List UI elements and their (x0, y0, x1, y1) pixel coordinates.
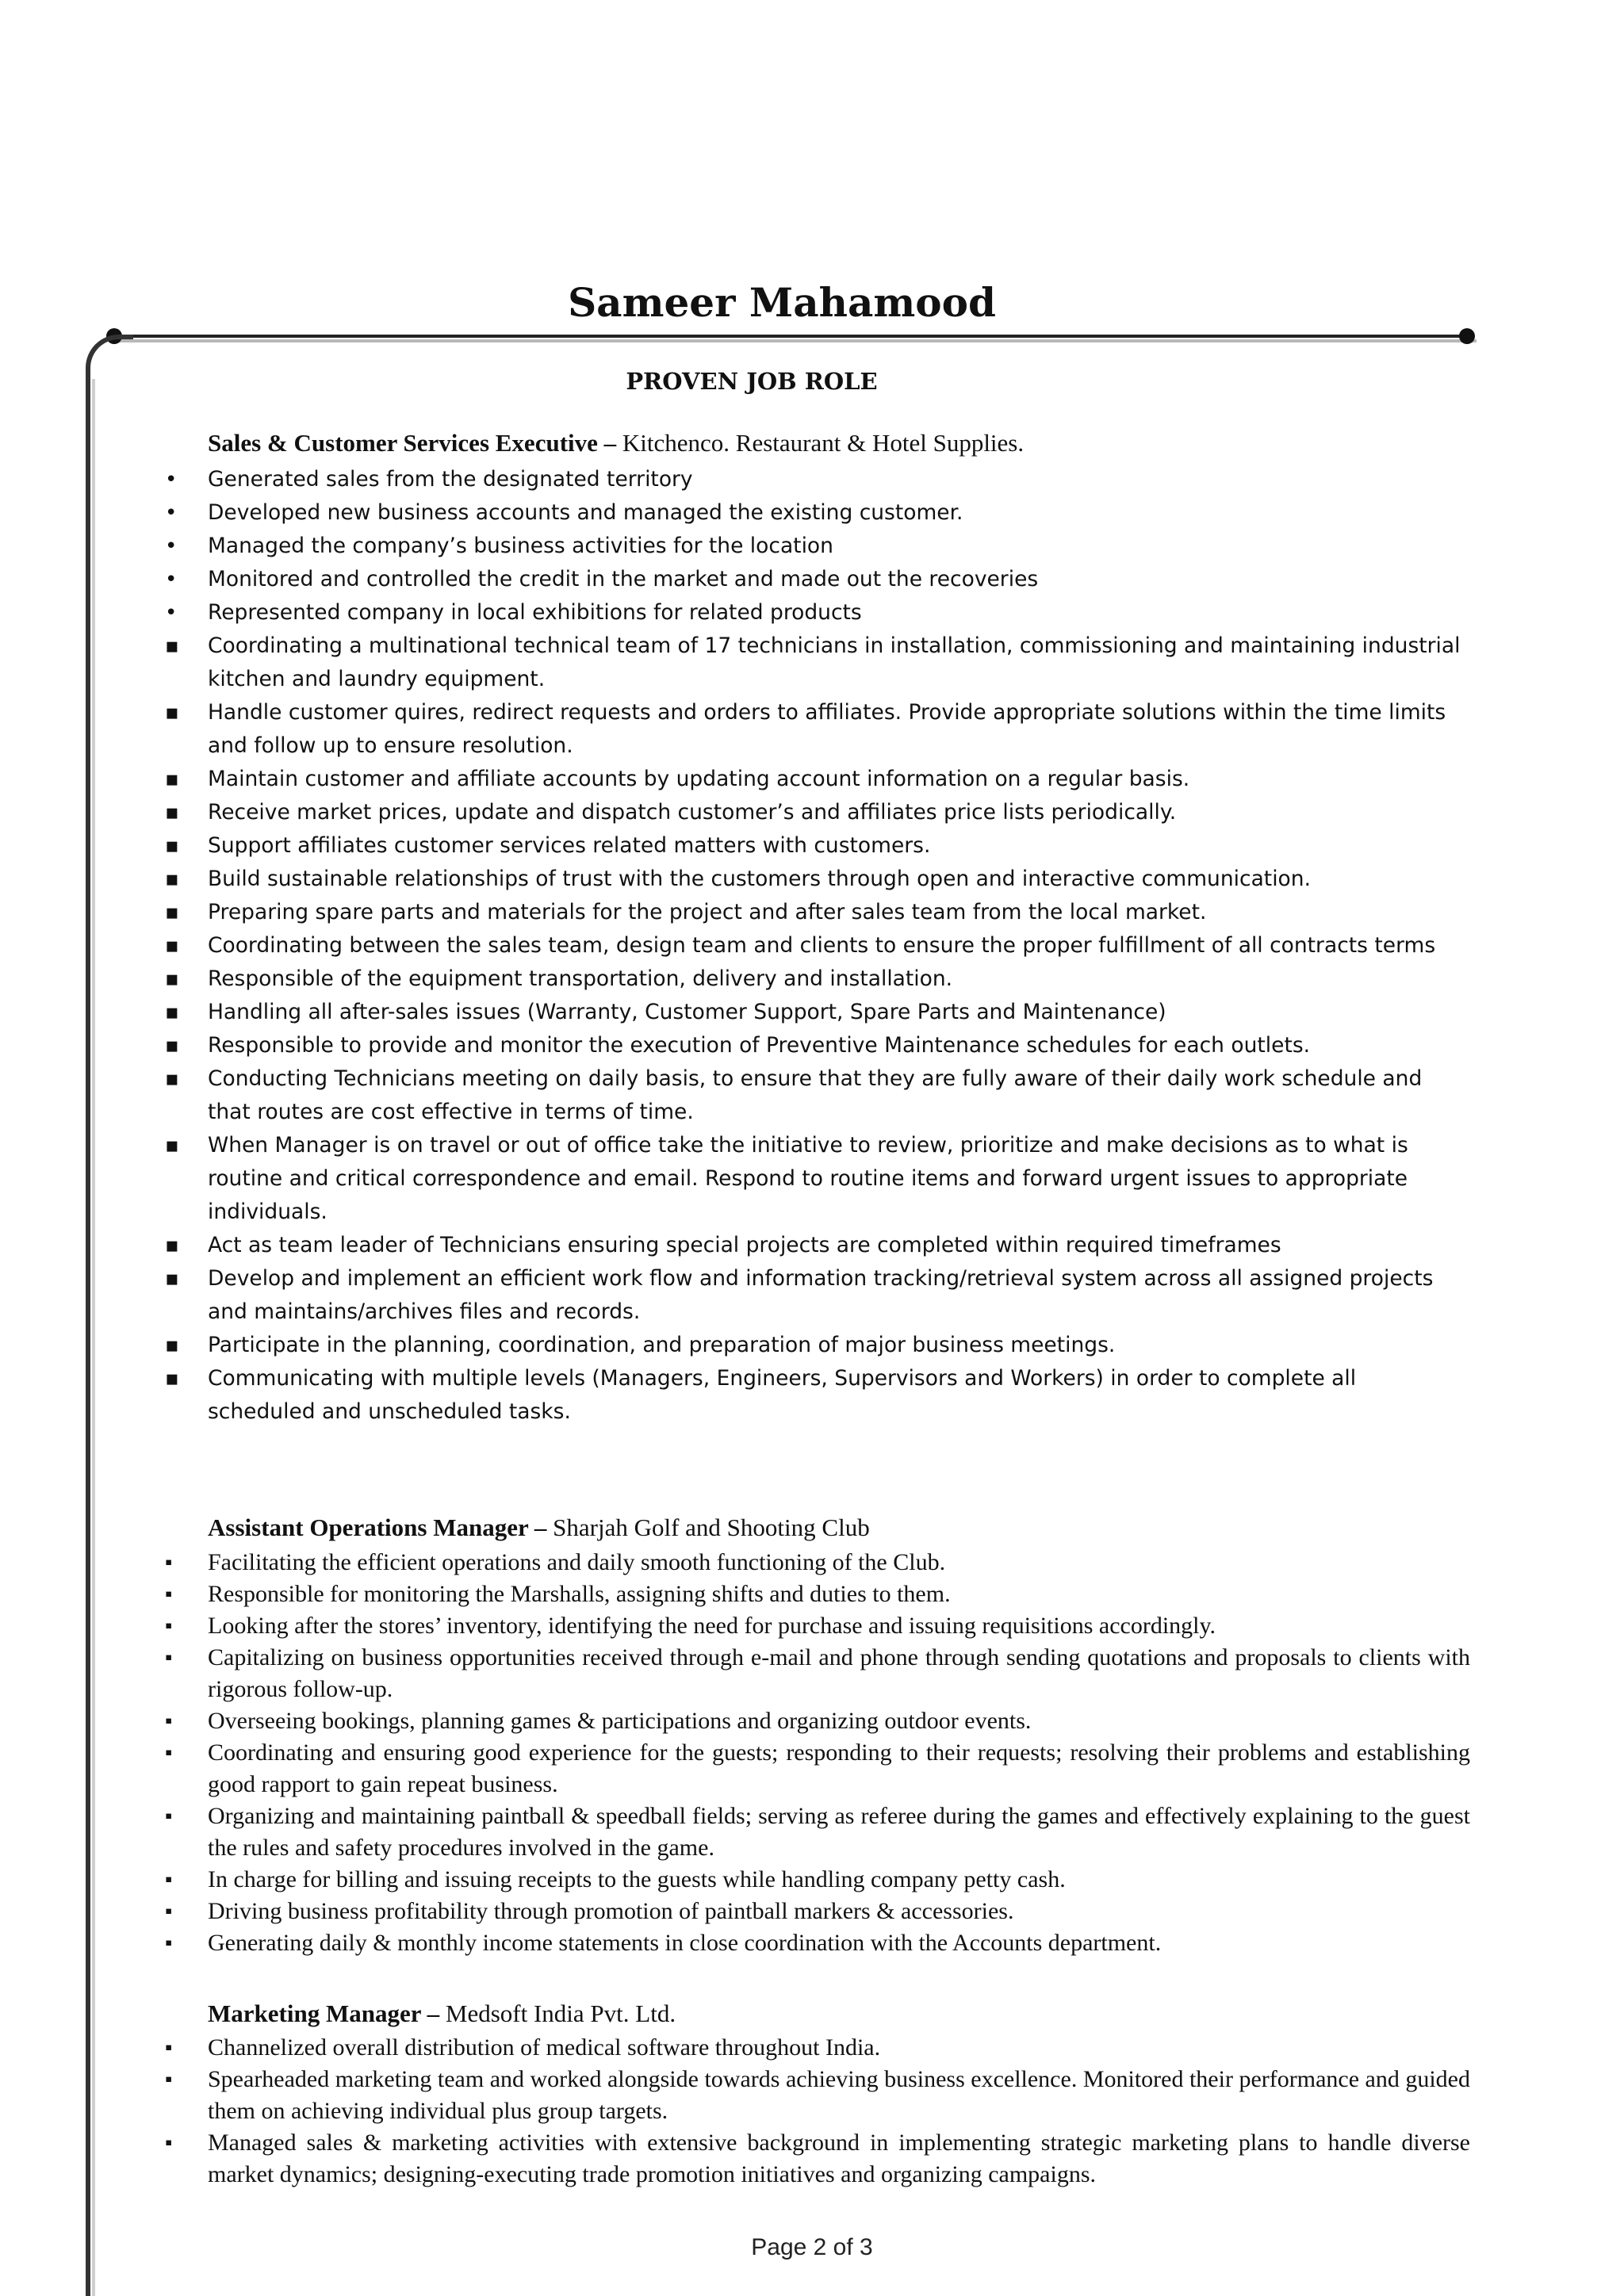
bullet-item (0, 1642, 1470, 1705)
bullet-item (0, 696, 1470, 763)
bullet-marker: ▪ (165, 2131, 173, 2154)
bullet-text: Looking after the stores’ inventory, identifying the need for purchase and issuing requisitions accordingly. (208, 1613, 1216, 1639)
bullet-item (0, 1229, 1470, 1262)
bullet-item (0, 929, 1470, 962)
candidate-name: Sameer Mahamood (568, 279, 996, 326)
bullet-marker: ▪ (165, 1034, 179, 1058)
bullet-text: Developed new business accounts and managed the existing customer. (208, 500, 963, 525)
bullet-item (0, 2064, 1470, 2127)
bullet-marker: ▪ (165, 1709, 173, 1732)
bullet-marker: ▪ (165, 2036, 173, 2059)
bullet-text: Monitored and controlled the credit in the market and made out the recoveries (208, 567, 1039, 591)
bullet-item (0, 1705, 1470, 1737)
bullet-item (0, 829, 1470, 863)
bullet-item (0, 1362, 1470, 1429)
bullet-marker: ▪ (165, 834, 179, 858)
bullet-text: Managed the company’s business activities for the location (208, 534, 833, 558)
bullet-text: Build sustainable relationships of trust with the customers through open and interactive communication. (208, 867, 1311, 891)
bullet-marker: ▪ (165, 767, 179, 791)
bullet-marker: • (165, 568, 178, 591)
bullet-marker: ▪ (165, 1067, 179, 1091)
bullet-item (0, 1547, 1470, 1578)
bullet-item (0, 1029, 1470, 1062)
bullet-item (0, 1262, 1470, 1329)
bullet-text: Preparing spare parts and materials for the project and after sales team from the local market. (208, 900, 1207, 924)
bullet-text: Coordinating a multinational technical team of 17 technicians in installation, commissioning and maintaining industrial kitchen and laundry equipment. (208, 633, 1461, 691)
bullet-marker: ▪ (165, 1582, 173, 1605)
bullet-text: In charge for billing and issuing receipts to the guests while handling company petty cash. (208, 1866, 1066, 1892)
bullet-text: Generated sales from the designated territory (208, 467, 693, 492)
bullet-item (0, 1864, 1470, 1896)
bullet-item (0, 2032, 1470, 2064)
bullet-item (0, 1578, 1470, 1610)
bullet-marker: ▪ (165, 634, 179, 658)
bullet-marker: ▪ (165, 1646, 173, 1669)
bullet-marker: ▪ (165, 1134, 179, 1158)
bullet-text: Maintain customer and affiliate accounts by updating account information on a regular basis. (208, 767, 1190, 791)
bullet-text: Handle customer quires, redirect requests and orders to affiliates. Provide appropriate solutions within the time limits and follow up to ensure resolution. (208, 700, 1446, 758)
role-heading (208, 1513, 870, 1542)
bullet-text: Coordinating and ensuring good experience for the guests; responding to their requests; resolving their problems and establishing good rapport to gain repeat business. (208, 1739, 1470, 1797)
bullet-item (0, 496, 1470, 530)
bullet-text: Responsible to provide and monitor the execution of Preventive Maintenance schedules for each outlets. (208, 1033, 1311, 1058)
bullet-text: Channelized overall distribution of medical software throughout India. (208, 2034, 881, 2061)
bullet-marker: • (165, 501, 178, 525)
bullet-marker: ▪ (165, 1900, 173, 1923)
bullet-item (0, 896, 1470, 929)
bullet-text: Coordinating between the sales team, design team and clients to ensure the proper fulfillment of all contracts terms (208, 933, 1436, 958)
bullet-text: Spearheaded marketing team and worked alongside towards achieving business excellence. Monitored their performance and guided them on achieving individual plus group targets. (208, 2066, 1470, 2124)
bullet-text: Develop and implement an efficient work flow and information tracking/retrieval system across all assigned projects and maintains/archives files and records. (208, 1266, 1434, 1324)
bullet-marker: • (165, 534, 178, 558)
bullet-item (0, 463, 1470, 496)
bullet-text: Organizing and maintaining paintball & speedball fields; serving as referee during the games and effectively explaining to the guest the rules and safety procedures involved in the game. (208, 1803, 1470, 1861)
role-title: Marketing Manager – (208, 1999, 440, 2027)
bullet-marker: ▪ (165, 1614, 173, 1637)
bullet-text: Managed sales & marketing activities with extensive background in implementing strategic marketing plans to handle diverse market dynamics; designing-executing trade promotion initiatives and organizing campaigns. (208, 2130, 1470, 2187)
bullet-marker: ▪ (165, 1267, 179, 1291)
role-title: Sales & Customer Services Executive – (208, 429, 617, 457)
bullet-marker: ▪ (165, 934, 179, 958)
bullet-marker: ▪ (165, 1001, 179, 1024)
bullet-marker: ▪ (165, 1234, 179, 1257)
role-heading (208, 429, 1024, 457)
role-company: Kitchenco. Restaurant & Hotel Supplies. (616, 429, 1025, 457)
bullet-item (0, 563, 1470, 596)
bullet-item (0, 1129, 1470, 1229)
bullet-text: Driving business profitability through promotion of paintball markers & accessories. (208, 1898, 1014, 1924)
bullet-marker: ▪ (165, 1367, 179, 1391)
page-number: Page 2 of 3 (751, 2234, 873, 2260)
bullet-item (0, 596, 1470, 629)
bullet-marker: ▪ (165, 1741, 173, 1764)
bullet-text: Responsible for monitoring the Marshalls, assigning shifts and duties to them. (208, 1581, 951, 1607)
role-responsibilities-list (0, 463, 1470, 1429)
bullet-item (0, 530, 1470, 563)
header-rule (114, 335, 1467, 338)
bullet-item (0, 1737, 1470, 1800)
bullet-text: Participate in the planning, coordination, and preparation of major business meetings. (208, 1333, 1116, 1357)
role-heading (208, 1999, 676, 2028)
bullet-marker: ▪ (165, 1551, 173, 1574)
bullet-text: Overseeing bookings, planning games & participations and organizing outdoor events. (208, 1708, 1032, 1734)
bullet-text: Represented company in local exhibitions for related products (208, 600, 862, 625)
bullet-marker: ▪ (165, 1334, 179, 1357)
bullet-text: Act as team leader of Technicians ensuring special projects are completed within required timeframes (208, 1233, 1281, 1257)
bullet-item (0, 1610, 1470, 1642)
role-responsibilities-list (0, 2032, 1470, 2191)
role-company: Medsoft India Pvt. Ltd. (439, 1999, 676, 2027)
bullet-marker: ▪ (165, 1931, 173, 1954)
bullet-item (0, 763, 1470, 796)
bullet-item (0, 1800, 1470, 1864)
bullet-text: Receive market prices, update and dispatch customer’s and affiliates price lists periodically. (208, 800, 1177, 825)
role-title: Assistant Operations Manager – (208, 1513, 547, 1541)
bullet-marker: ▪ (165, 1804, 173, 1827)
rule-end-dot-right (1459, 328, 1475, 344)
header-rule-shadow (119, 339, 1477, 342)
bullet-marker: ▪ (165, 867, 179, 891)
bullet-text: Handling all after-sales issues (Warranty, Customer Support, Spare Parts and Maintenance) (208, 1000, 1166, 1024)
role-responsibilities-list (0, 1547, 1470, 1959)
bullet-marker: • (165, 601, 178, 625)
bullet-item (0, 962, 1470, 996)
bullet-item (0, 1896, 1470, 1927)
bullet-item (0, 629, 1470, 696)
section-title: PROVEN JOB ROLE (626, 368, 878, 395)
bullet-text: Responsible of the equipment transportation, delivery and installation. (208, 966, 953, 991)
bullet-marker: ▪ (165, 701, 179, 725)
bullet-text: When Manager is on travel or out of office take the initiative to review, prioritize and make decisions as to what is routine and critical correspondence and email. Respond to routine items and forward urgent issues to appropriate individuals. (208, 1133, 1408, 1224)
bullet-text: Support affiliates customer services related matters with customers. (208, 833, 931, 858)
bullet-marker: • (165, 468, 178, 492)
bullet-item (0, 863, 1470, 896)
bullet-marker: ▪ (165, 967, 179, 991)
bullet-marker: ▪ (165, 1868, 173, 1891)
bullet-item (0, 1062, 1470, 1129)
bullet-item (0, 1329, 1470, 1362)
bullet-item (0, 996, 1470, 1029)
bullet-text: Facilitating the efficient operations and daily smooth functioning of the Club. (208, 1549, 946, 1575)
bullet-text: Generating daily & monthly income statements in close coordination with the Accounts department. (208, 1930, 1162, 1956)
bullet-item (0, 2127, 1470, 2191)
bullet-item (0, 1927, 1470, 1959)
bullet-text: Conducting Technicians meeting on daily basis, to ensure that they are fully aware of their daily work schedule and that routes are cost effective in terms of time. (208, 1066, 1423, 1124)
bullet-item (0, 796, 1470, 829)
bullet-marker: ▪ (165, 801, 179, 825)
bullet-text: Communicating with multiple levels (Managers, Engineers, Supervisors and Workers) in order to complete all scheduled and unscheduled tasks. (208, 1366, 1357, 1424)
role-company: Sharjah Golf and Shooting Club (546, 1513, 870, 1541)
bullet-marker: ▪ (165, 901, 179, 924)
bullet-marker: ▪ (165, 2068, 173, 2091)
bullet-text: Capitalizing on business opportunities received through e-mail and phone through sending quotations and proposals to clients with rigorous follow-up. (208, 1644, 1470, 1702)
